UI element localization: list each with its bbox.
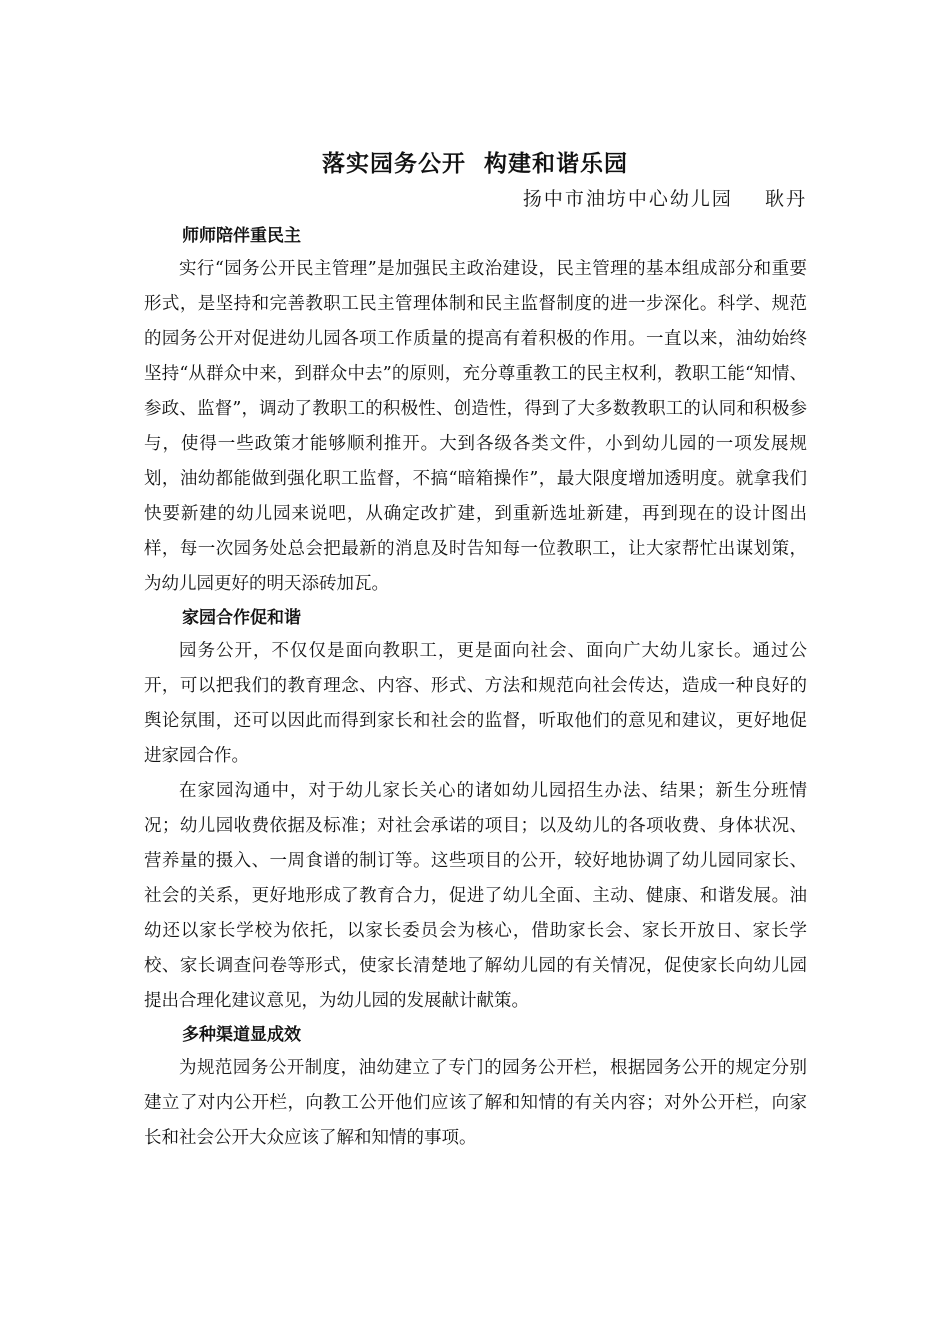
paragraph: 在家园沟通中，对于幼儿家长关心的诸如幼儿园招生办法、结果；新生分班情况；幼儿园收费依据及标准；对社会承诺的项目；以及幼儿的各项收费、身体状况、营养量的摄入、一周食谱的制订等。这些项目的公开，较好地协调了幼儿园同家长、社会的关系，更好地形成了教育合力，促进了幼儿全面、主动、健康、和谐发展。油幼还以家长学校为依托，以家长委员会为核心，借助家长会、家长开放日、家长学校、家长调查问卷等形式，使家长清楚地了解幼儿园的有关情况，促使家长向幼儿园提出合理化建议意见，为幼儿园的发展献计献策。	[144, 781, 807, 1011]
paragraph: 园务公开，不仅仅是面向教职工，更是面向社会、面向广大幼儿家长。通过公开，可以把我们的教育理念、内容、形式、方法和规范向社会传达，造成一种良好的舆论氛围，还可以因此而得到家长和社会的监督，听取他们的意见和建议，更好地促进家园合作。	[144, 641, 807, 766]
article-body	[144, 220, 807, 1156]
section-democracy	[144, 220, 807, 602]
section-channels	[144, 1019, 807, 1156]
document-title: 落实园务公开 构建和谐乐园	[321, 151, 628, 178]
paragraph: 实行“园务公开民主管理”是加强民主政治建设，民主管理的基本组成部分和重要形式，是坚持和完善教职工民主管理体制和民主监督制度的进一步深化。科学、规范的园务公开对促进幼儿园各项工作质量的提高有着积极的作用。一直以来，油幼始终坚持“从群众中来，到群众中去”的原则，充分尊重教工的民主权利，教职工能“知情、参政、监督”，调动了教职工的积极性、创造性，得到了大多数教职工的认同和积极参与，使得一些政策才能够顺利推开。大到各级各类文件，小到幼儿园的一项发展规划，油幼都能做到强化职工监督，不搞“暗箱操作”，最大限度增加透明度。就拿我们快要新建的幼儿园来说吧，从确定改扩建，到重新选址新建，再到现在的设计图出样，每一次园务处总会把最新的消息及时告知每一位教职工，让大家帮忙出谋划策，为幼儿园更好的明天添砖加瓦。	[144, 259, 807, 594]
paragraph: 为规范园务公开制度，油幼建立了专门的园务公开栏，根据园务公开的规定分别建立了对内公开栏，向教工公开他们应该了解和知情的有关内容；对外公开栏，向家长和社会公开大众应该了解和知情的事项。	[144, 1058, 807, 1148]
section-heading: 家园合作促和谐	[182, 608, 301, 628]
section-home-school-cooperation	[144, 602, 807, 1019]
section-heading: 多种渠道显成效	[182, 1025, 301, 1045]
author-byline: 扬中市油坊中心幼儿园 耿丹	[522, 188, 807, 210]
section-heading: 师师陪伴重民主	[182, 226, 301, 246]
